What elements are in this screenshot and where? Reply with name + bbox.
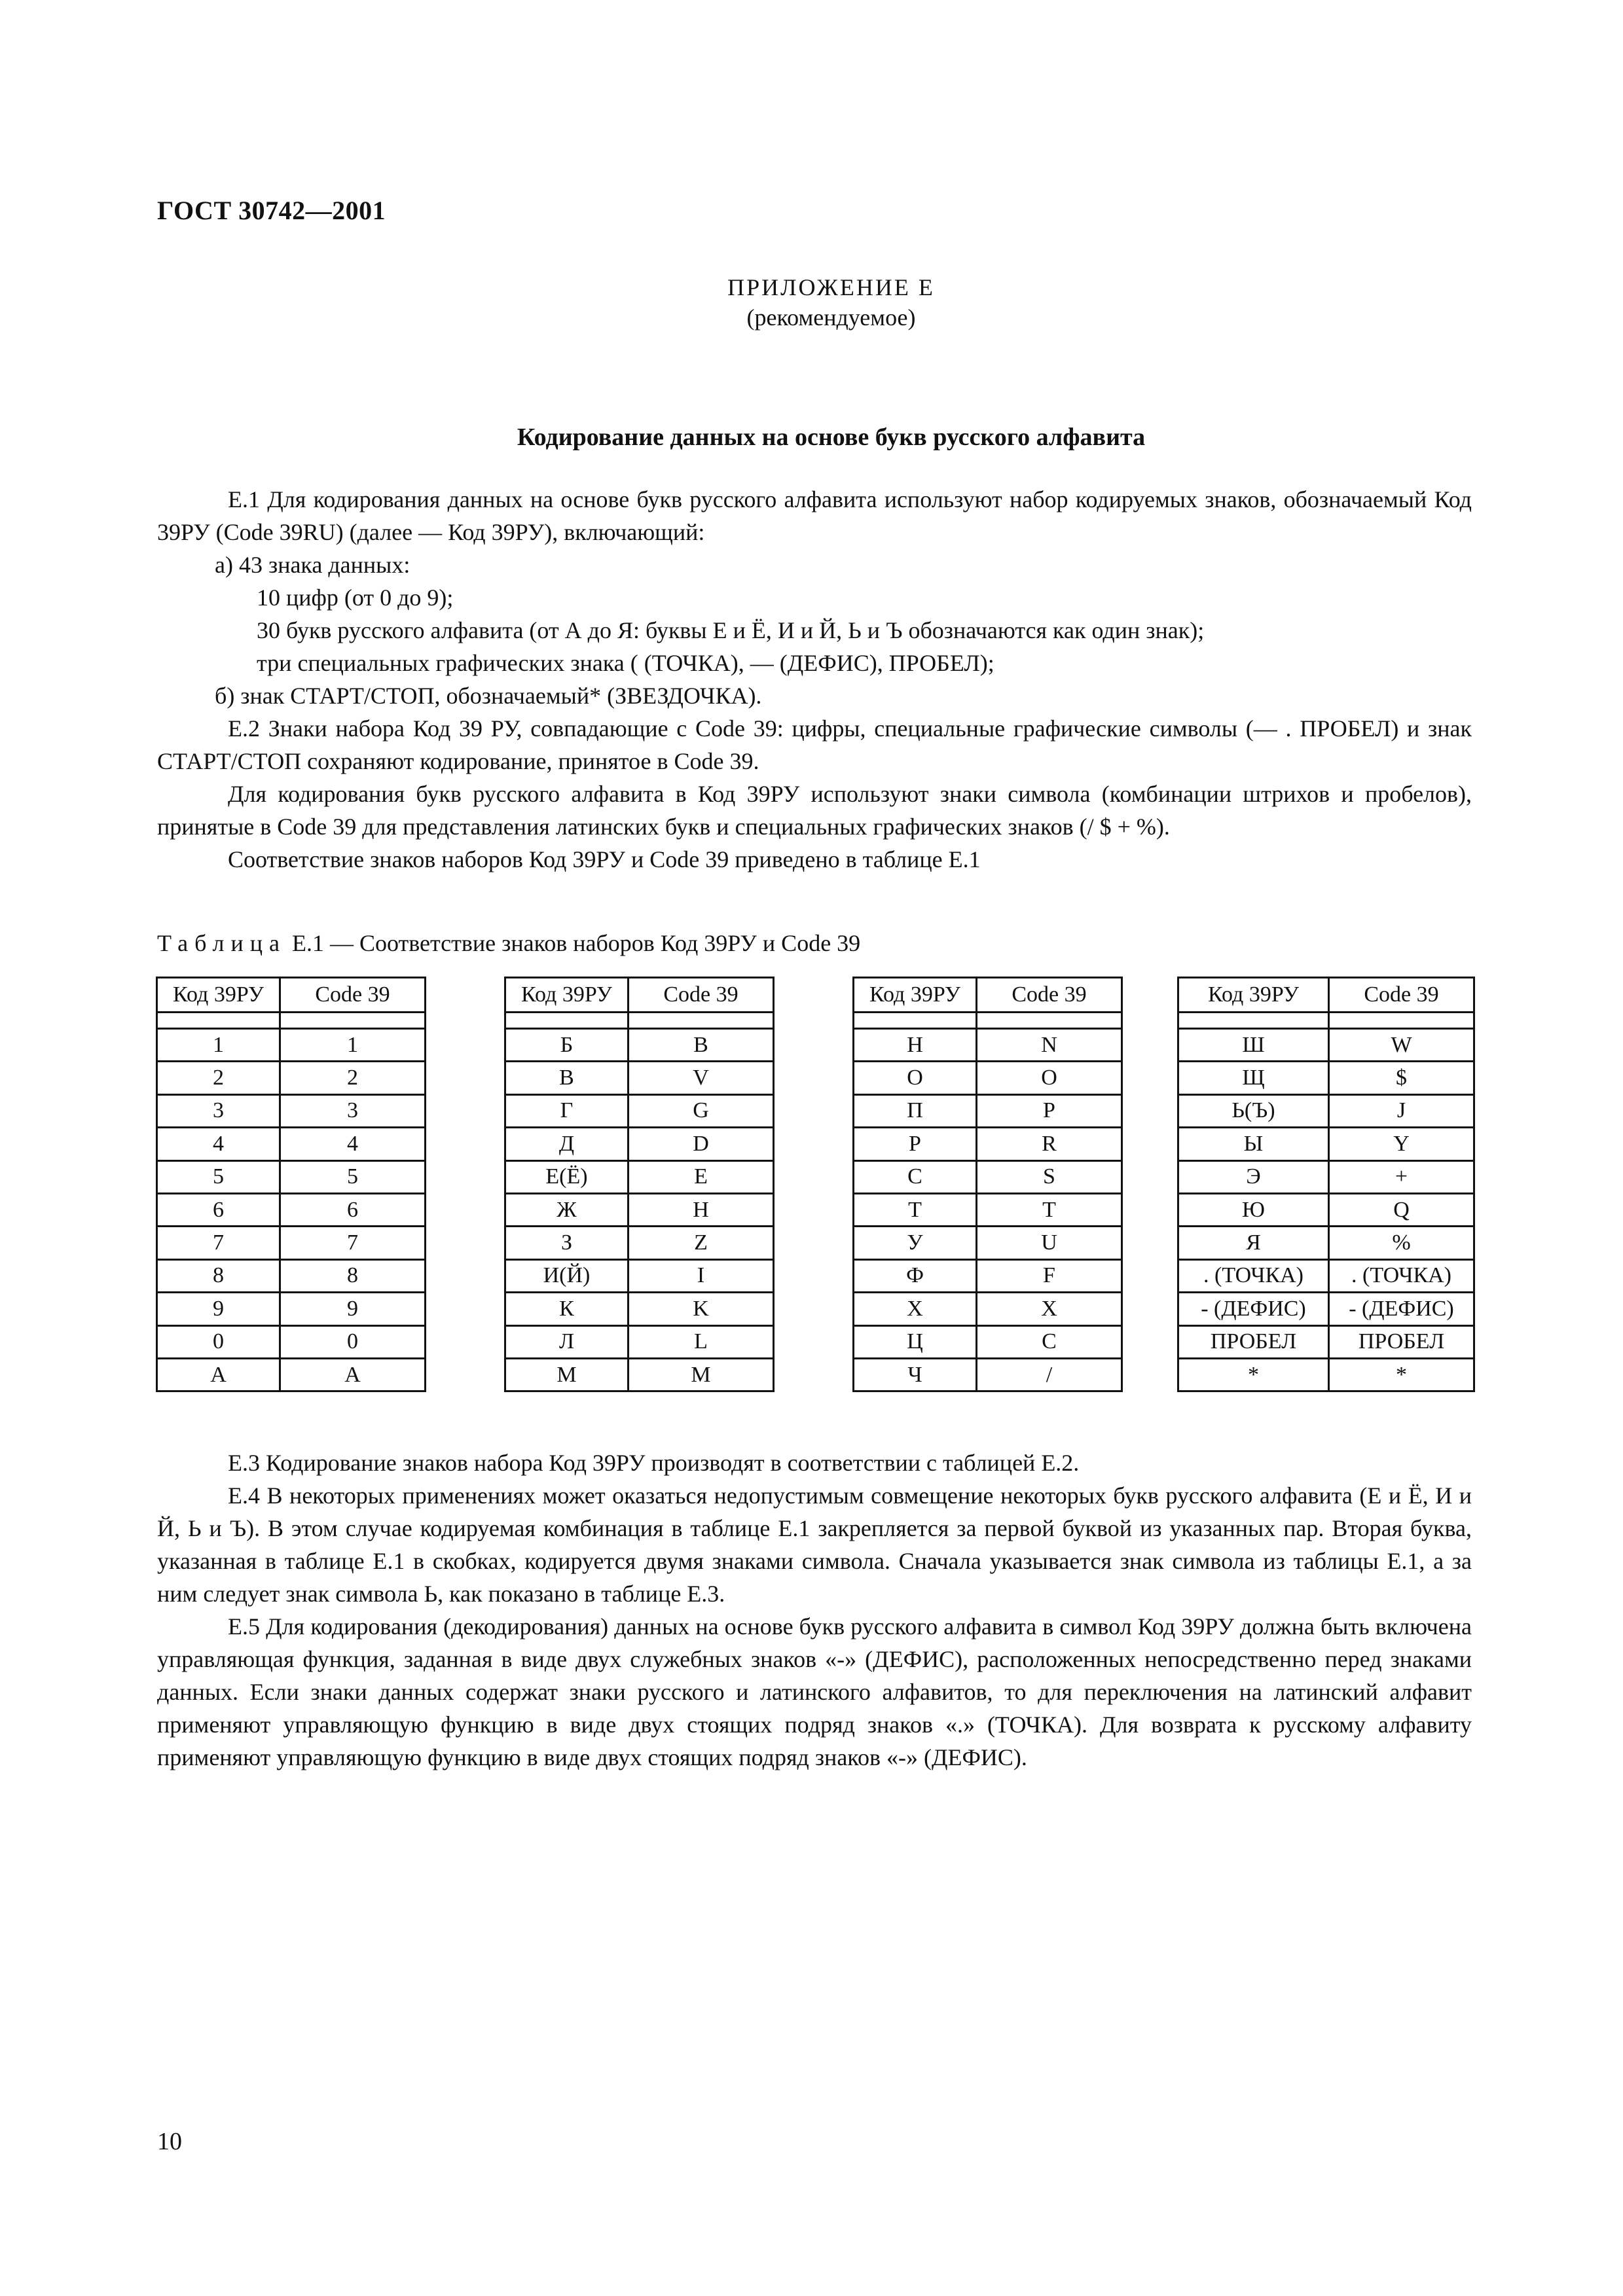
mapping-table-2: [504, 977, 775, 1392]
table-row: [854, 1128, 1122, 1160]
list-subitem-special: три специальных графических знака ( (ТОЧКА), — (ДЕФИС), ПРОБЕЛ);: [257, 650, 994, 676]
cell-kod39ru: 8: [157, 1259, 280, 1292]
cell-kod39ru: Р: [854, 1128, 977, 1160]
cell-code39: E: [629, 1160, 774, 1193]
table-row: [854, 1293, 1122, 1325]
header-kod39ru: Код 39РУ: [1178, 978, 1329, 1013]
cell-code39: *: [1329, 1358, 1474, 1391]
table-row: [505, 1325, 774, 1358]
table-row: [505, 1128, 774, 1160]
table-row: [505, 1193, 774, 1226]
table-row: [854, 1062, 1122, 1094]
cell-kod39ru: Ю: [1178, 1193, 1329, 1226]
paragraph-table-ref: Соответствие знаков наборов Код 39РУ и Code 39 приведено в таблице Е.1: [228, 846, 981, 872]
cell-kod39ru: 6: [157, 1193, 280, 1226]
table-row: [157, 1029, 426, 1062]
cell-kod39ru: А: [157, 1358, 280, 1391]
cell-kod39ru: *: [1178, 1358, 1329, 1391]
cell-code39: G: [629, 1094, 774, 1127]
cell-code39: . (ТОЧКА): [1329, 1259, 1474, 1292]
cell-kod39ru: Е(Ё): [505, 1160, 629, 1193]
cell-kod39ru: У: [854, 1227, 977, 1259]
cell-code39: H: [629, 1193, 774, 1226]
cell-kod39ru: П: [854, 1094, 977, 1127]
table-row: [157, 1227, 426, 1259]
cell-code39: - (ДЕФИС): [1329, 1293, 1474, 1325]
cell-kod39ru: Ы: [1178, 1128, 1329, 1160]
cell-code39: U: [977, 1227, 1122, 1259]
cell-kod39ru: Я: [1178, 1227, 1329, 1259]
cell-code39: B: [629, 1029, 774, 1062]
header-spacer-row: [157, 1013, 426, 1029]
cell-code39: $: [1329, 1062, 1474, 1094]
table-row: [1178, 1062, 1474, 1094]
list-subitem-letters: 30 букв русского алфавита (от А до Я: буквы Е и Ё, И и Й, Ь и Ъ обозначаются как один знак);: [257, 617, 1205, 643]
paragraph-e2-cont: Для кодирования букв русского алфавита в Код 39РУ используют знаки символа (комбинации штрихов и пробелов), принятые в Code 39 для представления латинских букв и специальных графических знаков (/ $ + %).: [157, 781, 1472, 840]
paragraph-e2: Е.2 Знаки набора Код 39 РУ, совпадающие с Code 39: цифры, специальные графические символы (— . ПРОБЕЛ) и знак СТАРТ/СТОП сохраняют кодирование, принятое в Code 39.: [157, 715, 1472, 774]
cell-kod39ru: С: [854, 1160, 977, 1193]
cell-code39: 7: [280, 1227, 426, 1259]
cell-code39: T: [977, 1193, 1122, 1226]
cell-kod39ru: Л: [505, 1325, 629, 1358]
header-spacer-row: [854, 1013, 1122, 1029]
cell-code39: /: [977, 1358, 1122, 1391]
cell-code39: X: [977, 1293, 1122, 1325]
cell-kod39ru: - (ДЕФИС): [1178, 1293, 1329, 1325]
cell-kod39ru: Ф: [854, 1259, 977, 1292]
cell-kod39ru: 1: [157, 1029, 280, 1062]
list-item-b: б) знак СТАРТ/СТОП, обозначаемый* (ЗВЕЗДОЧКА).: [215, 683, 762, 709]
list-item-a: а) 43 знака данных:: [215, 552, 410, 578]
table-row: [1178, 1160, 1474, 1193]
table-row: [1178, 1259, 1474, 1292]
table-caption-label: Таблица: [157, 930, 286, 956]
cell-code39: F: [977, 1259, 1122, 1292]
cell-code39: Y: [1329, 1128, 1474, 1160]
table-row: [854, 1160, 1122, 1193]
cell-kod39ru: 9: [157, 1293, 280, 1325]
cell-code39: O: [977, 1062, 1122, 1094]
cell-code39: 6: [280, 1193, 426, 1226]
header-code39: Code 39: [1329, 978, 1474, 1013]
cell-code39: 5: [280, 1160, 426, 1193]
header-spacer-row: [1178, 1013, 1474, 1029]
list-subitem-digits: 10 цифр (от 0 до 9);: [257, 584, 454, 611]
cell-kod39ru: Э: [1178, 1160, 1329, 1193]
table-row: [505, 1029, 774, 1062]
paragraph-e3: Е.3 Кодирование знаков набора Код 39РУ производят в соответствии с таблицей Е.2.: [228, 1450, 1080, 1476]
cell-code39: Q: [1329, 1193, 1474, 1226]
cell-code39: L: [629, 1325, 774, 1358]
table-row: [157, 1259, 426, 1292]
cell-kod39ru: 7: [157, 1227, 280, 1259]
cell-code39: W: [1329, 1029, 1474, 1062]
cell-code39: N: [977, 1029, 1122, 1062]
cell-kod39ru: Ч: [854, 1358, 977, 1391]
cell-code39: 9: [280, 1293, 426, 1325]
appendix-note: (рекомендуемое): [746, 304, 916, 331]
cell-kod39ru: Щ: [1178, 1062, 1329, 1094]
cell-kod39ru: Ш: [1178, 1029, 1329, 1062]
table-row: [157, 1128, 426, 1160]
table-row: [1178, 1358, 1474, 1391]
cell-code39: Z: [629, 1227, 774, 1259]
header-code39: Code 39: [629, 978, 774, 1013]
cell-code39: D: [629, 1128, 774, 1160]
table-row: [505, 1259, 774, 1292]
cell-code39: 2: [280, 1062, 426, 1094]
cell-kod39ru: 5: [157, 1160, 280, 1193]
cell-kod39ru: Н: [854, 1029, 977, 1062]
table-row: [157, 1062, 426, 1094]
page-number: 10: [157, 2128, 182, 2155]
cell-kod39ru: Д: [505, 1128, 629, 1160]
table-caption: [157, 929, 860, 957]
cell-kod39ru: В: [505, 1062, 629, 1094]
table-row: [854, 1029, 1122, 1062]
header-spacer-row: [505, 1013, 774, 1029]
table-row: [157, 1193, 426, 1226]
cell-kod39ru: Ц: [854, 1325, 977, 1358]
cell-code39: %: [1329, 1227, 1474, 1259]
cell-code39: ПРОБЕЛ: [1329, 1325, 1474, 1358]
table-row: [854, 1094, 1122, 1127]
cell-kod39ru: К: [505, 1293, 629, 1325]
table-caption-text: Е.1 — Соответствие знаков наборов Код 39РУ и Code 39: [285, 930, 861, 956]
cell-kod39ru: 4: [157, 1128, 280, 1160]
cell-kod39ru: Б: [505, 1029, 629, 1062]
document-code: ГОСТ 30742—2001: [157, 196, 386, 225]
cell-code39: S: [977, 1160, 1122, 1193]
cell-kod39ru: О: [854, 1062, 977, 1094]
cell-kod39ru: Х: [854, 1293, 977, 1325]
table-row: [854, 1325, 1122, 1358]
table-row: [157, 1293, 426, 1325]
table-row: [1178, 1227, 1474, 1259]
cell-kod39ru: Г: [505, 1094, 629, 1127]
cell-code39: +: [1329, 1160, 1474, 1193]
table-row: [157, 1325, 426, 1358]
table-row: [505, 1227, 774, 1259]
table-row: [1178, 1193, 1474, 1226]
mapping-table-4: [1177, 977, 1475, 1392]
cell-kod39ru: Т: [854, 1193, 977, 1226]
table-row: [157, 1094, 426, 1127]
cell-kod39ru: 3: [157, 1094, 280, 1127]
cell-code39: J: [1329, 1094, 1474, 1127]
table-row: [1178, 1293, 1474, 1325]
cell-code39: 4: [280, 1128, 426, 1160]
cell-code39: P: [977, 1094, 1122, 1127]
cell-code39: K: [629, 1293, 774, 1325]
cell-code39: V: [629, 1062, 774, 1094]
table-row: [505, 1062, 774, 1094]
table-row: [157, 1160, 426, 1193]
mapping-table-1: [156, 977, 426, 1392]
mapping-table-3: [852, 977, 1123, 1392]
section-heading: Кодирование данных на основе букв русского алфавита: [517, 423, 1146, 451]
header-code39: Code 39: [280, 978, 426, 1013]
cell-code39: C: [977, 1325, 1122, 1358]
cell-kod39ru: Ь(Ъ): [1178, 1094, 1329, 1127]
table-row: [854, 1193, 1122, 1226]
table-row: [1178, 1325, 1474, 1358]
cell-code39: M: [629, 1358, 774, 1391]
paragraph-e5: Е.5 Для кодирования (декодирования) данных на основе букв русского алфавита в символ Код 39РУ должна быть включена управляющая функция, заданная в виде двух служебных знаков «-» (ДЕФИС), расположенных непосредственно перед знаками данных. Если знаки данных содержат знаки русского и латинского алфавитов, то для переключения на латинский алфавит применяют управляющую функцию в виде двух стоящих подряд знаков «.» (ТОЧКА). Для возврата к русскому алфавиту применяют управляющую функцию в виде двух стоящих подряд знаков «-» (ДЕФИС).: [157, 1613, 1472, 1770]
cell-kod39ru: . (ТОЧКА): [1178, 1259, 1329, 1292]
table-row: [1178, 1094, 1474, 1127]
table-row: [505, 1293, 774, 1325]
header-code39: Code 39: [977, 978, 1122, 1013]
cell-kod39ru: 0: [157, 1325, 280, 1358]
cell-code39: R: [977, 1128, 1122, 1160]
cell-code39: 1: [280, 1029, 426, 1062]
cell-code39: I: [629, 1259, 774, 1292]
table-row: [1178, 1029, 1474, 1062]
table-row: [854, 1227, 1122, 1259]
cell-kod39ru: З: [505, 1227, 629, 1259]
table-row: [157, 1358, 426, 1391]
table-row: [1178, 1128, 1474, 1160]
table-row: [505, 1160, 774, 1193]
cell-code39: 8: [280, 1259, 426, 1292]
cell-kod39ru: И(Й): [505, 1259, 629, 1292]
cell-kod39ru: М: [505, 1358, 629, 1391]
header-kod39ru: Код 39РУ: [505, 978, 629, 1013]
outro-text: [157, 1446, 1472, 1774]
cell-kod39ru: 2: [157, 1062, 280, 1094]
header-kod39ru: Код 39РУ: [157, 978, 280, 1013]
paragraph-e4: Е.4 В некоторых применениях может оказаться недопустимым совмещение некоторых букв русского алфавита (Е и Ё, И и Й, Ь и Ъ). В этом случае кодируемая комбинация в таблице Е.1 закрепляется за первой буквой из указанных пар. Вторая буква, указанная в таблице Е.1 в скобках, кодируется двумя знаками символа. Сначала указывается знак символа из таблицы Е.1, а за ним следует знак символа Ь, как показано в таблице Е.3.: [157, 1482, 1472, 1607]
cell-kod39ru: ПРОБЕЛ: [1178, 1325, 1329, 1358]
table-row: [505, 1094, 774, 1127]
cell-code39: 0: [280, 1325, 426, 1358]
header-kod39ru: Код 39РУ: [854, 978, 977, 1013]
cell-code39: 3: [280, 1094, 426, 1127]
paragraph-e1: Е.1 Для кодирования данных на основе букв русского алфавита используют набор кодируемых знаков, обозначаемый Код 39РУ (Code 39RU) (далее — Код 39РУ), включающий:: [157, 486, 1472, 545]
intro-text: [157, 483, 1472, 876]
cell-kod39ru: Ж: [505, 1193, 629, 1226]
table-row: [854, 1259, 1122, 1292]
cell-code39: A: [280, 1358, 426, 1391]
appendix-title: ПРИЛОЖЕНИЕ Е: [727, 274, 935, 300]
table-row: [854, 1358, 1122, 1391]
table-row: [505, 1358, 774, 1391]
